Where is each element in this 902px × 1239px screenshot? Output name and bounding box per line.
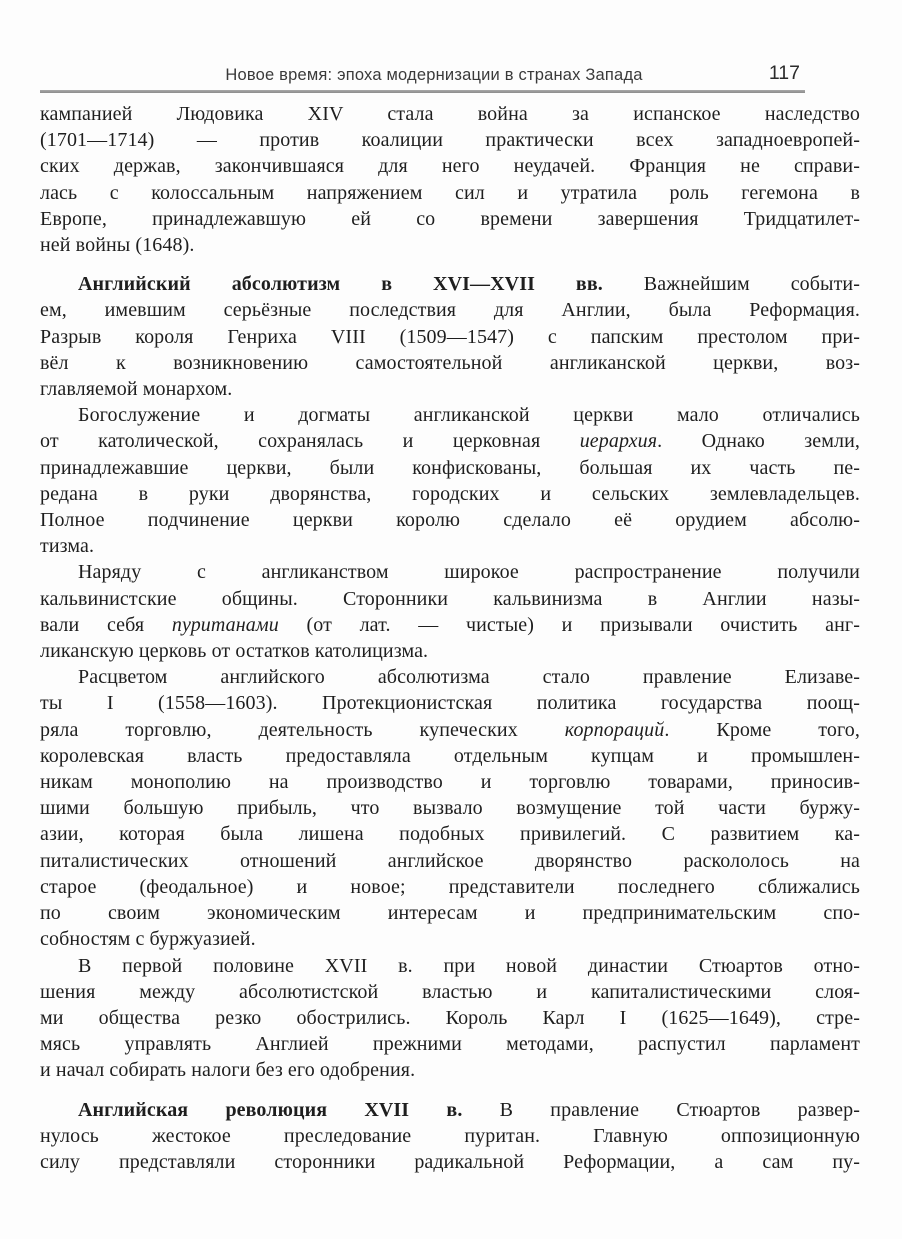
text-line: силу представляли сторонники радикальной Реформации, а сам пу- bbox=[40, 1150, 860, 1173]
paragraph bbox=[40, 664, 860, 952]
text-line: питалистических отношений английское дворянство раскололось на bbox=[40, 849, 860, 872]
text-line: ликанскую церковь от остатков католицизма. bbox=[40, 640, 429, 663]
text-line: тизма. bbox=[40, 535, 95, 558]
text-line: кампанией Людовика XIV стала война за испанское наследство bbox=[40, 103, 860, 125]
paragraph bbox=[40, 271, 860, 402]
page-body bbox=[40, 101, 860, 1175]
text-line: ней войны (1648). bbox=[40, 234, 195, 257]
text-line: Богослужение и догматы англиканской церкви мало отличались bbox=[78, 404, 860, 427]
text-line: Английская революция XVII в. В правление Стюартов развер- bbox=[78, 1098, 860, 1121]
paragraph bbox=[40, 953, 860, 1084]
text-line: Полное подчинение церкви королю сделало её орудием абсолю- bbox=[40, 509, 860, 532]
text-line: В первой половине XVII в. при новой династии Стюартов отно- bbox=[78, 954, 860, 977]
running-header-title: Новое время: эпоха модернизации в странах Запада bbox=[225, 66, 643, 84]
text-line: никам монополию на производство и торговлю товарами, приносив- bbox=[40, 771, 860, 794]
paragraph bbox=[40, 1097, 860, 1176]
text-line: главляемой монархом. bbox=[40, 378, 233, 401]
text-line: Разрыв короля Генриха VIII (1509—1547) с папским престолом при- bbox=[40, 325, 860, 348]
text-line: редана в руки дворянства, городских и сельских землевладельцев. bbox=[40, 482, 860, 505]
text-line: нулось жестокое преследование пуритан. Главную оппозиционную bbox=[40, 1124, 860, 1147]
text-line: шения между абсолютистской властью и капиталистическими слоя- bbox=[40, 980, 860, 1003]
text-line: (1701—1714) — против коалиции практически всех западноевропей- bbox=[40, 129, 860, 152]
text-line: Наряду с англиканством широкое распространение получили bbox=[78, 561, 860, 584]
text-line: ми общества резко обострились. Король Карл I (1625—1649), стре- bbox=[40, 1006, 860, 1029]
text-line: Европе, принадлежавшую ей со времени завершения Тридцатилет- bbox=[40, 207, 860, 230]
paragraph bbox=[40, 101, 860, 258]
header-rule bbox=[40, 90, 805, 93]
text-line: Расцветом английского абсолютизма стало правление Елизаве- bbox=[78, 666, 860, 689]
text-line: от католической, сохранялась и церковная иерархия. Однако земли, bbox=[40, 430, 860, 453]
paragraph bbox=[40, 402, 860, 559]
text-line: ряла торговлю, деятельность купеческих корпораций. Кроме того, bbox=[40, 718, 860, 741]
text-line: и начал собирать налоги без его одобрения. bbox=[40, 1059, 416, 1082]
paragraph bbox=[40, 559, 860, 664]
text-line: мясь управлять Англией прежними методами, распустил парламент bbox=[40, 1033, 860, 1056]
text-line: королевская власть предоставляла отдельным купцам и промышлен- bbox=[40, 744, 860, 767]
text-line: азии, которая была лишена подобных привилегий. С развитием ка- bbox=[40, 823, 860, 846]
text-line: по своим экономическим интересам и предпринимательским спо- bbox=[40, 902, 860, 925]
text-line: ем, имевшим серьёзные последствия для Англии, была Реформация. bbox=[40, 299, 860, 322]
text-line: вали себя пуританами (от лат. — чистые) и призывали очистить анг- bbox=[40, 613, 860, 636]
text-line: лась с колоссальным напряжением сил и утратила роль гегемона в bbox=[40, 181, 860, 204]
text-line: ских держав, закончившаяся для него неудачей. Франция не справи- bbox=[40, 155, 860, 178]
text-line: вёл к возникновению самостоятельной англиканской церкви, воз- bbox=[40, 351, 860, 374]
text-line: шими большую прибыль, что вызвало возмущение той части буржу- bbox=[40, 797, 860, 820]
text-line: собностям с буржуазией. bbox=[40, 928, 256, 951]
text-line: кальвинистские общины. Сторонники кальвинизма в Англии назы- bbox=[40, 587, 860, 610]
text-line: старое (феодальное) и новое; представители последнего сближались bbox=[40, 875, 860, 898]
text-line: ты I (1558—1603). Протекционистская политика государства поощ- bbox=[40, 692, 860, 715]
text-line: Английский абсолютизм в XVI—XVII вв. Важнейшим событи- bbox=[78, 273, 860, 296]
text-line: принадлежавшие церкви, были конфискованы, большая их часть пе- bbox=[40, 456, 860, 479]
page-number: 117 bbox=[768, 62, 800, 84]
